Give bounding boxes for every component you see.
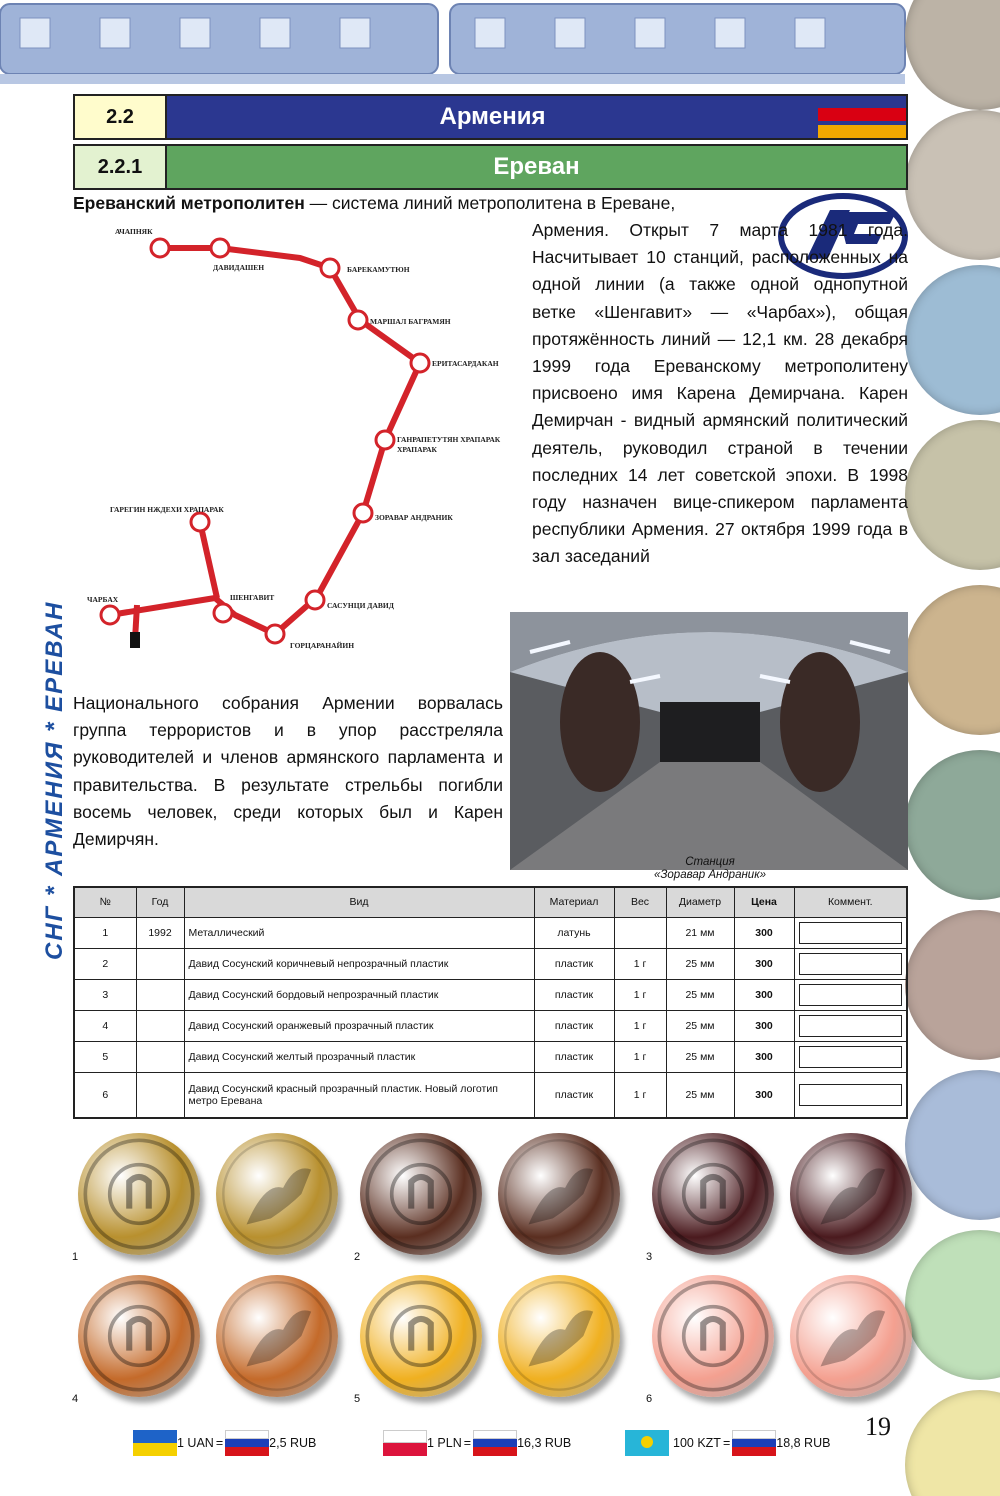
table-cell	[614, 917, 666, 948]
col-header: Диаметр	[666, 887, 734, 917]
rate-from: 1 PLN	[427, 1436, 462, 1450]
station-label: САСУНЦИ ДАВИД	[327, 601, 394, 610]
table-cell: 1 г	[614, 1072, 666, 1118]
section-number: 2.2	[75, 96, 167, 138]
section-header	[73, 94, 908, 140]
token-number: 4	[72, 1393, 79, 1405]
table-cell: Давид Сосунский бордовый непрозрачный пластик	[184, 979, 534, 1010]
table-cell: 25 мм	[666, 1072, 734, 1118]
rate-from: 1 UAN	[177, 1436, 214, 1450]
token-number: 5	[354, 1393, 361, 1405]
side-title-text: СНГ * АРМЕНИЯ * ЕРЕВАН	[41, 600, 68, 960]
table-cell: 1 г	[614, 948, 666, 979]
table-cell: 25 мм	[666, 948, 734, 979]
rate-to: 16,3 RUB	[517, 1436, 572, 1450]
table-row	[74, 979, 907, 1010]
token-obverse	[360, 1133, 482, 1255]
armenia-flag-icon	[818, 96, 906, 138]
comment-cell	[794, 917, 907, 948]
table-cell: 25 мм	[666, 1010, 734, 1041]
table-cell: 1992	[136, 917, 184, 948]
table-row	[74, 1041, 907, 1072]
table-cell: 2	[74, 948, 136, 979]
token-reverse	[498, 1133, 620, 1255]
caption-line-1: Станция	[685, 856, 735, 868]
table-row	[74, 1010, 907, 1041]
station-label: ЧАРБАХ	[87, 595, 119, 604]
russia-flag-icon	[732, 1430, 776, 1456]
kazakhstan-flag-icon	[625, 1430, 669, 1456]
station-label: АЧАПНЯК	[115, 227, 153, 236]
table-cell: Давид Сосунский коричневый непрозрачный пластик	[184, 948, 534, 979]
comment-cell	[794, 1072, 907, 1118]
coin-strip-decoration	[905, 0, 1000, 1496]
metro-train-banner	[0, 0, 910, 92]
rate-to: 2,5 RUB	[269, 1436, 317, 1450]
col-header: Коммент.	[794, 887, 907, 917]
table-cell: 25 мм	[666, 1041, 734, 1072]
token-number: 2	[354, 1251, 361, 1263]
rate-to: 18,8 RUB	[776, 1436, 831, 1450]
table-cell: Давид Сосунский оранжевый прозрачный пластик	[184, 1010, 534, 1041]
col-header: №	[74, 887, 136, 917]
token-number: 1	[72, 1251, 79, 1263]
table-cell	[136, 1010, 184, 1041]
token-reverse	[790, 1275, 912, 1397]
table-cell: 300	[734, 1041, 794, 1072]
table-cell: пластик	[534, 948, 614, 979]
poland-flag-icon	[383, 1430, 427, 1456]
table-cell: 300	[734, 948, 794, 979]
table-cell: 1 г	[614, 1041, 666, 1072]
table-cell: 1 г	[614, 979, 666, 1010]
intro-bold: Ереванский метрополитен	[73, 193, 305, 213]
table-cell: 1 г	[614, 1010, 666, 1041]
table-cell: латунь	[534, 917, 614, 948]
table-cell	[136, 948, 184, 979]
intro-rest: — система линий метрополитена в Ереване,	[304, 193, 676, 213]
station-label: ГОРЦАРАНАЙИН	[290, 641, 355, 650]
station-label: БАРЕКАМУТЮН	[347, 265, 410, 274]
table-cell	[136, 1072, 184, 1118]
station-label: ХРАПАРАК	[397, 445, 437, 454]
photo-caption	[600, 856, 820, 882]
station-label: ДАВИДАШЕН	[213, 263, 265, 272]
comment-box	[799, 1046, 903, 1068]
table-cell: пластик	[534, 1041, 614, 1072]
token-table	[73, 886, 908, 1119]
station-label: МАРШАЛ БАГРАМЯН	[370, 317, 451, 326]
token-reverse	[498, 1275, 620, 1397]
side-title	[20, 540, 80, 970]
table-cell: пластик	[534, 1072, 614, 1118]
table-cell: 25 мм	[666, 979, 734, 1010]
table-header-row	[74, 887, 907, 917]
rate-from: 100 KZT	[673, 1436, 721, 1450]
table-cell: 1	[74, 917, 136, 948]
comment-cell	[794, 948, 907, 979]
col-header: Материал	[534, 887, 614, 917]
table-cell: Металлический	[184, 917, 534, 948]
station-label: ГАРЕГИН НЖДЕХИ ХРАПАРАК	[110, 505, 224, 514]
comment-cell	[794, 979, 907, 1010]
table-cell: 300	[734, 1010, 794, 1041]
table-cell: 6	[74, 1072, 136, 1118]
paragraph-2: Национального собрания Армении ворвалась группа террористов и в упор расстреляла руководителей и членов армянского парламента и правительства. В результате стрельбы погибли восемь человек, среди которых был и Карен Демирчян.	[73, 693, 503, 850]
token-number: 3	[646, 1251, 653, 1263]
station-label: ГАНРАПЕТУТЯН ХРАПАРАК	[397, 435, 501, 444]
table-cell: 4	[74, 1010, 136, 1041]
table-cell: 3	[74, 979, 136, 1010]
exchange-rates	[0, 1430, 900, 1470]
table-cell: 21 мм	[666, 917, 734, 948]
table-cell	[136, 979, 184, 1010]
token-obverse	[78, 1133, 200, 1255]
russia-flag-icon	[473, 1430, 517, 1456]
table-row	[74, 1072, 907, 1118]
station-photo	[510, 612, 908, 870]
table-cell: Давид Сосунский желтый прозрачный пластик	[184, 1041, 534, 1072]
subsection-number: 2.2.1	[75, 146, 167, 188]
rate-kzt: 100 KZT = 18,8 RUB	[625, 1430, 830, 1456]
ukraine-flag-icon	[133, 1430, 177, 1456]
token-obverse	[360, 1275, 482, 1397]
token-obverse	[652, 1275, 774, 1397]
russia-flag-icon	[225, 1430, 269, 1456]
station-label: ШЕНГАВИТ	[230, 593, 275, 602]
comment-cell	[794, 1041, 907, 1072]
comment-box	[799, 1084, 903, 1106]
table-cell	[136, 1041, 184, 1072]
subsection-header	[73, 144, 908, 190]
table-cell: пластик	[534, 1010, 614, 1041]
table-cell: 5	[74, 1041, 136, 1072]
caption-line-2: «Зоравар Андраник»	[653, 869, 767, 881]
table-row	[74, 948, 907, 979]
metro-line-map	[85, 220, 515, 660]
comment-cell	[794, 1010, 907, 1041]
token-obverse	[78, 1275, 200, 1397]
comment-box	[799, 1015, 903, 1037]
comment-box	[799, 984, 903, 1006]
col-header: Вес	[614, 887, 666, 917]
token-reverse	[216, 1133, 338, 1255]
table-cell: 300	[734, 917, 794, 948]
table-cell: Давид Сосунский красный прозрачный пластик. Новый логотип метро Еревана	[184, 1072, 534, 1118]
page-number: 19	[865, 1412, 891, 1441]
rate-uah: 1 UAN = 2,5 RUB	[133, 1430, 316, 1456]
table-cell: пластик	[534, 979, 614, 1010]
token-reverse	[216, 1275, 338, 1397]
table-cell: 300	[734, 1072, 794, 1118]
col-header: Цена	[734, 887, 794, 917]
rate-pln: 1 PLN = 16,3 RUB	[383, 1430, 571, 1456]
comment-box	[799, 922, 903, 944]
intro-line	[73, 190, 773, 217]
col-header: Вид	[184, 887, 534, 917]
comment-box	[799, 953, 903, 975]
token-reverse	[790, 1133, 912, 1255]
section-title: Армения	[167, 96, 818, 138]
paragraph-1: Армения. Открыт 7 марта 1981 года. Насчитывает 10 станций, расположенных на одной линии (а также одной однопутной ветке «Шенгавит» — «Чарбах»), общая протяжённость линий — 12,1 км. 28 декабря 1999 года Ереванскому метрополитену присвоено имя Карена Демирчана. Карен Демирчан - видный армянский политический деятель, руководил страной в течении последних 14 лет советской эпохи. В 1998 году назначен вице-спикером парламента республики Армения. 27 октября 1999 года в зал заседаний	[532, 220, 908, 567]
token-number: 6	[646, 1393, 653, 1405]
token-obverse	[652, 1133, 774, 1255]
station-label: ЗОРАВАР АНДРАНИК	[375, 513, 453, 522]
table-row	[74, 917, 907, 948]
table-cell: 300	[734, 979, 794, 1010]
station-label: ЕРИТАСАРДАКАН	[432, 359, 499, 368]
subsection-title: Ереван	[167, 146, 906, 188]
col-header: Год	[136, 887, 184, 917]
